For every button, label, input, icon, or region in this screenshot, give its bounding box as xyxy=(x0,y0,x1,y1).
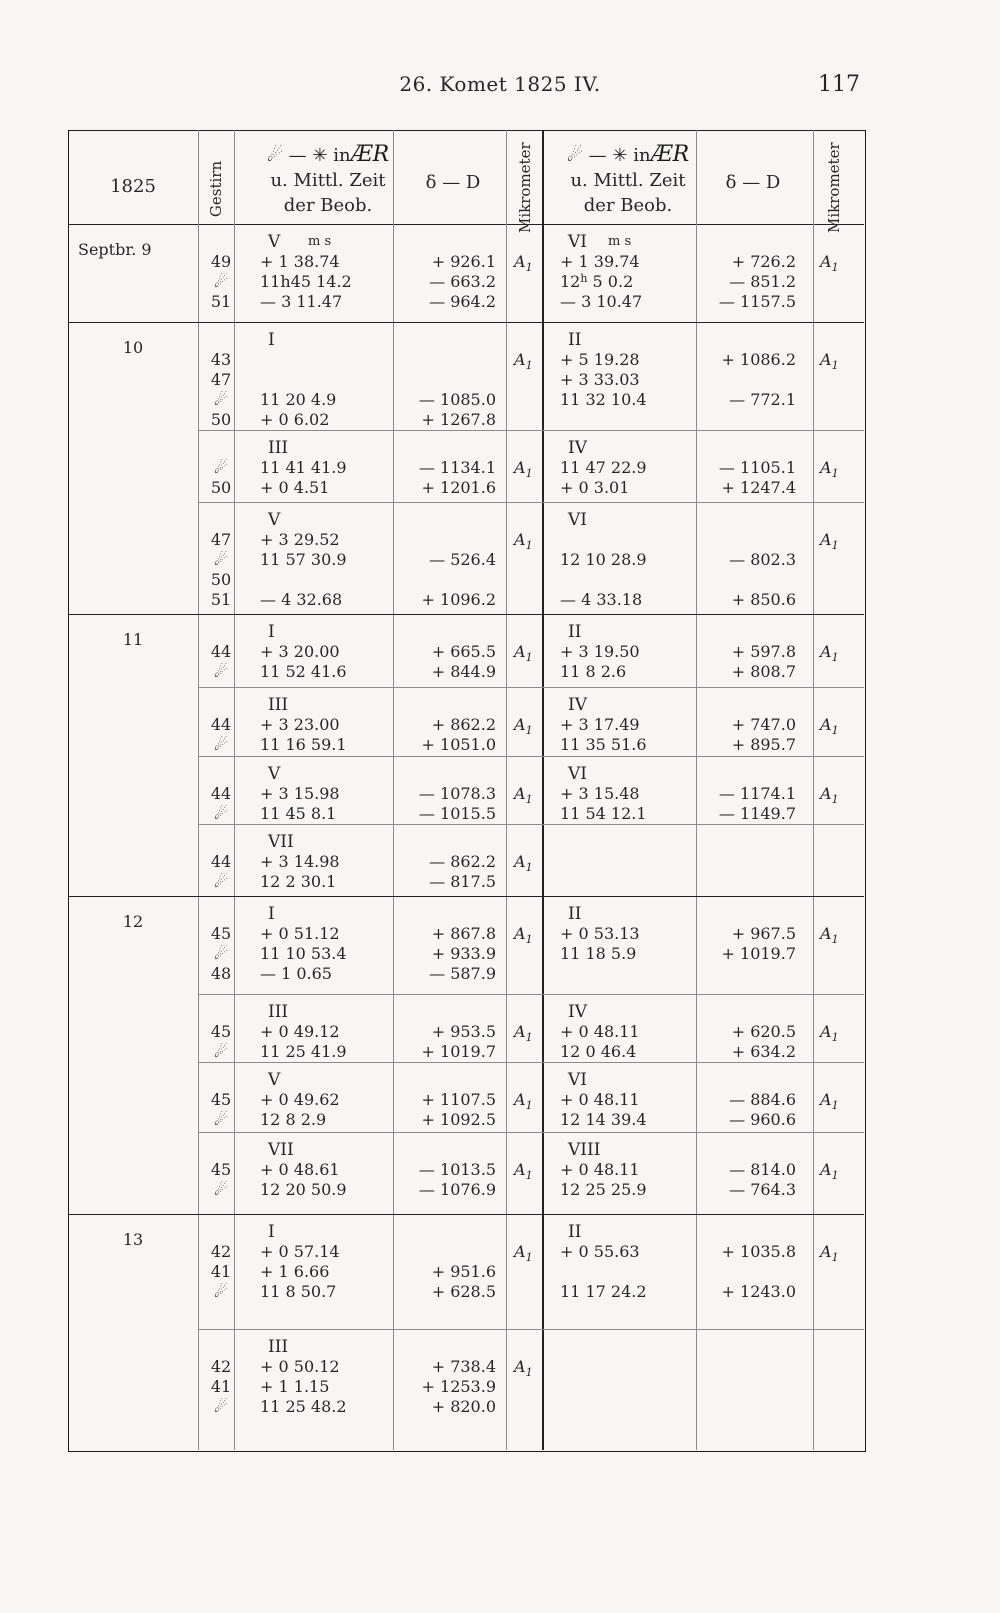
gestirn-value: ☄ xyxy=(213,550,229,569)
mikrometer-value: $A_1$ xyxy=(820,784,839,806)
delta-value: + 1035.8 xyxy=(721,1242,796,1261)
delta-value: — 884.6 xyxy=(729,1090,796,1109)
ra-time-value: + 0 49.62 xyxy=(260,1090,340,1109)
gestirn-value: 45 xyxy=(210,924,232,943)
delta-value: + 1267.8 xyxy=(421,410,496,429)
observation-number: VI xyxy=(568,764,587,784)
ra-time-value: + 1 1.15 xyxy=(260,1377,330,1396)
mikrometer-value: $A_1$ xyxy=(514,1160,533,1182)
col-divider xyxy=(696,130,697,1450)
mikrometer-value: $A_1$ xyxy=(820,1160,839,1182)
ra-time-value: 11 52 41.6 xyxy=(260,662,347,681)
ra-time-value: + 0 49.12 xyxy=(260,1022,340,1041)
mikrometer-value: $A_1$ xyxy=(514,530,533,552)
gestirn-value: 43 xyxy=(210,350,232,369)
ra-time-value: + 3 17.49 xyxy=(560,715,640,734)
mikrometer-value: $A_1$ xyxy=(820,642,839,664)
block-divider xyxy=(198,1329,864,1330)
mikrometer-value: $A_1$ xyxy=(514,458,533,480)
date-divider xyxy=(68,896,864,897)
gestirn-value: ☄ xyxy=(213,458,229,477)
gestirn-value: ☄ xyxy=(213,272,229,291)
ra-time-value: 11 8 2.6 xyxy=(560,662,627,681)
ra-time-value: + 3 19.50 xyxy=(560,642,640,661)
observation-number: I xyxy=(268,330,275,350)
observation-number: VI xyxy=(568,510,587,530)
delta-value: — 663.2 xyxy=(429,272,496,291)
delta-value: + 747.0 xyxy=(731,715,796,734)
ra-time-value: 11h45 14.2 xyxy=(260,272,352,291)
delta-value: — 1174.1 xyxy=(718,784,796,803)
delta-value: + 1019.7 xyxy=(421,1042,496,1061)
delta-value: + 967.5 xyxy=(731,924,796,943)
ra-line1-right: ☄ — ✳ in xyxy=(566,145,651,166)
delta-value: — 772.1 xyxy=(729,390,796,409)
delta-value: — 1078.3 xyxy=(418,784,496,803)
delta-value: + 628.5 xyxy=(431,1282,496,1301)
ra-time-value: + 0 3.01 xyxy=(560,478,630,497)
observation-number: V xyxy=(268,510,281,530)
ra-time-value: 12 0 46.4 xyxy=(560,1042,637,1061)
delta-value: + 867.8 xyxy=(431,924,496,943)
ra-time-value: — 1 0.65 xyxy=(260,964,332,983)
col-header-ra-left xyxy=(258,142,398,218)
ra-time-value: 11 17 24.2 xyxy=(560,1282,647,1301)
delta-value: + 597.8 xyxy=(731,642,796,661)
delta-value: — 851.2 xyxy=(729,272,796,291)
ra-time-value: 11 35 51.6 xyxy=(560,735,647,754)
ra-time-value: 11 25 48.2 xyxy=(260,1397,347,1416)
ra-symbol-right: ÆR xyxy=(650,142,690,167)
date-label: 11 xyxy=(122,630,144,649)
mikrometer-value: $A_1$ xyxy=(514,1242,533,1264)
gestirn-value: 51 xyxy=(210,292,232,311)
delta-value: — 1013.5 xyxy=(418,1160,496,1179)
block-divider xyxy=(198,1132,864,1133)
block-divider xyxy=(198,994,864,995)
gestirn-value: ☄ xyxy=(213,1282,229,1301)
delta-value: + 933.9 xyxy=(431,944,496,963)
observation-number: V xyxy=(268,764,281,784)
delta-value: — 526.4 xyxy=(429,550,496,569)
page-number: 117 xyxy=(818,72,860,97)
observation-number: I xyxy=(268,1222,275,1242)
ra-time-value: 12 25 25.9 xyxy=(560,1180,647,1199)
delta-value: — 587.9 xyxy=(429,964,496,983)
gestirn-value: 49 xyxy=(210,252,232,271)
delta-value: — 817.5 xyxy=(429,872,496,891)
col-header-ra-right xyxy=(558,142,698,218)
gestirn-value: ☄ xyxy=(213,662,229,681)
delta-value: — 960.6 xyxy=(729,1110,796,1129)
delta-value: — 764.3 xyxy=(729,1180,796,1199)
observation-number: III xyxy=(268,1002,289,1022)
col-divider xyxy=(813,130,814,1450)
ra-time-value: + 0 48.11 xyxy=(560,1090,640,1109)
ra-time-value: 12 20 50.9 xyxy=(260,1180,347,1199)
mikrometer-value: $A_1$ xyxy=(820,1242,839,1264)
delta-value: — 802.3 xyxy=(729,550,796,569)
gestirn-value: ☄ xyxy=(213,804,229,823)
delta-value: + 1243.0 xyxy=(721,1282,796,1301)
ra-time-value: + 1 38.74 xyxy=(260,252,340,271)
delta-value: — 1076.9 xyxy=(418,1180,496,1199)
delta-value: + 1092.5 xyxy=(421,1110,496,1129)
mikrometer-value: $A_1$ xyxy=(514,1357,533,1379)
delta-value: + 850.6 xyxy=(731,590,796,609)
delta-value: + 1051.0 xyxy=(421,735,496,754)
col-header-gestirn: Gestirn xyxy=(207,160,225,218)
observation-number: VI xyxy=(568,1070,587,1090)
observation-number: V xyxy=(268,232,281,252)
observation-number: I xyxy=(268,622,275,642)
ra-time-value: 11 25 41.9 xyxy=(260,1042,347,1061)
observation-number: VIII xyxy=(568,1140,601,1160)
ra-line2: u. Mittl. Zeit xyxy=(270,170,386,191)
ra-time-value: 12$^h$ 5 0.2 xyxy=(560,272,634,291)
gestirn-value: ☄ xyxy=(213,1180,229,1199)
ra-time-value: 11 20 4.9 xyxy=(260,390,337,409)
delta-value: + 1253.9 xyxy=(421,1377,496,1396)
gestirn-value: 44 xyxy=(210,784,232,803)
ra-time-value: 11 8 50.7 xyxy=(260,1282,337,1301)
delta-value: + 926.1 xyxy=(431,252,496,271)
ra-time-value: — 3 11.47 xyxy=(260,292,343,311)
gestirn-value: ☄ xyxy=(213,390,229,409)
ra-time-value: + 0 48.11 xyxy=(560,1022,640,1041)
ra-time-value: + 0 48.61 xyxy=(260,1160,340,1179)
ra-time-value: 11 10 53.4 xyxy=(260,944,347,963)
block-divider xyxy=(198,687,864,688)
gestirn-value: 44 xyxy=(210,715,232,734)
ra-time-value: + 3 14.98 xyxy=(260,852,340,871)
ra-time-value: — 4 32.68 xyxy=(260,590,343,609)
header-divider xyxy=(68,224,864,225)
mikrometer-value: $A_1$ xyxy=(820,1090,839,1112)
gestirn-value: 44 xyxy=(210,642,232,661)
ra-time-value: 12 2 30.1 xyxy=(260,872,337,891)
observation-number: II xyxy=(568,1222,582,1242)
delta-value: + 808.7 xyxy=(731,662,796,681)
ra-time-value: + 3 33.03 xyxy=(560,370,640,389)
col-divider xyxy=(198,130,199,1450)
ra-time-value: 11 57 30.9 xyxy=(260,550,347,569)
mikrometer-value: $A_1$ xyxy=(820,458,839,480)
ra-time-value: 12 14 39.4 xyxy=(560,1110,647,1129)
delta-value: + 634.2 xyxy=(731,1042,796,1061)
col-divider xyxy=(506,130,507,1450)
delta-value: + 665.5 xyxy=(431,642,496,661)
delta-value: + 951.6 xyxy=(431,1262,496,1281)
ra-time-value: + 0 51.12 xyxy=(260,924,340,943)
gestirn-value: ☄ xyxy=(213,944,229,963)
ra-time-value: + 0 57.14 xyxy=(260,1242,340,1261)
page-header-title: 26. Komet 1825 IV. xyxy=(399,72,601,96)
gestirn-value: 51 xyxy=(210,590,232,609)
col-header-year: 1825 xyxy=(110,176,156,197)
mikrometer-value: $A_1$ xyxy=(514,784,533,806)
ra-time-value: 11 41 41.9 xyxy=(260,458,347,477)
ra-time-value: 11 32 10.4 xyxy=(560,390,647,409)
ra-time-value: + 3 20.00 xyxy=(260,642,340,661)
observation-number: II xyxy=(568,904,582,924)
date-divider xyxy=(68,1214,864,1215)
delta-value: + 726.2 xyxy=(731,252,796,271)
observation-number: II xyxy=(568,330,582,350)
col-divider xyxy=(234,130,235,1450)
gestirn-value: 45 xyxy=(210,1022,232,1041)
mikrometer-value: $A_1$ xyxy=(514,852,533,874)
observation-table xyxy=(68,130,868,1450)
gestirn-value: 48 xyxy=(210,964,232,983)
delta-value: — 1085.0 xyxy=(418,390,496,409)
ra-time-value: + 5 19.28 xyxy=(560,350,640,369)
unit-label: m s xyxy=(308,234,332,249)
gestirn-value: 50 xyxy=(210,410,232,429)
observation-number: III xyxy=(268,1337,289,1357)
ra-line1: ☄ — ✳ in xyxy=(266,145,351,166)
delta-value: — 862.2 xyxy=(429,852,496,871)
mikrometer-value: $A_1$ xyxy=(820,350,839,372)
mikrometer-value: $A_1$ xyxy=(514,350,533,372)
observation-number: III xyxy=(268,695,289,715)
date-divider xyxy=(68,614,864,615)
ra-line2-right: u. Mittl. Zeit xyxy=(570,170,686,191)
delta-value: — 1015.5 xyxy=(418,804,496,823)
col-divider xyxy=(393,130,394,1450)
mikrometer-value: $A_1$ xyxy=(514,715,533,737)
ra-time-value: + 0 4.51 xyxy=(260,478,330,497)
gestirn-value: 41 xyxy=(210,1377,232,1396)
date-divider xyxy=(68,322,864,323)
date-label: 12 xyxy=(122,912,144,931)
ra-line3: der Beob. xyxy=(283,195,373,216)
ra-time-value: 11 54 12.1 xyxy=(560,804,647,823)
gestirn-value: 44 xyxy=(210,852,232,871)
mikrometer-value: $A_1$ xyxy=(514,1090,533,1112)
delta-value: + 738.4 xyxy=(431,1357,496,1376)
col-header-delta-left: δ — D xyxy=(425,172,481,193)
ra-symbol: ÆR xyxy=(350,142,390,167)
ra-time-value: + 0 50.12 xyxy=(260,1357,340,1376)
unit-label: m s xyxy=(608,234,632,249)
mikrometer-value: $A_1$ xyxy=(820,252,839,274)
delta-value: — 814.0 xyxy=(729,1160,796,1179)
block-divider xyxy=(198,1062,864,1063)
ra-time-value: + 3 29.52 xyxy=(260,530,340,549)
ra-time-value: + 1 39.74 xyxy=(560,252,640,271)
ra-time-value: + 1 6.66 xyxy=(260,1262,330,1281)
observation-number: VI xyxy=(568,232,587,252)
gestirn-value: 47 xyxy=(210,530,232,549)
mikrometer-value: $A_1$ xyxy=(514,642,533,664)
delta-value: + 895.7 xyxy=(731,735,796,754)
ra-time-value: + 3 15.98 xyxy=(260,784,340,803)
ra-time-value: — 3 10.47 xyxy=(560,292,643,311)
mikrometer-value: $A_1$ xyxy=(514,252,533,274)
gestirn-value: ☄ xyxy=(213,1110,229,1129)
delta-value: + 862.2 xyxy=(431,715,496,734)
delta-value: — 1157.5 xyxy=(718,292,796,311)
block-divider xyxy=(198,824,864,825)
delta-value: + 844.9 xyxy=(431,662,496,681)
block-divider xyxy=(198,430,864,431)
observation-number: III xyxy=(268,438,289,458)
delta-value: + 1019.7 xyxy=(721,944,796,963)
col-header-mikrometer-left: Mikrometer xyxy=(516,142,534,233)
mikrometer-value: $A_1$ xyxy=(820,530,839,552)
ra-time-value: + 3 15.48 xyxy=(560,784,640,803)
gestirn-value: 45 xyxy=(210,1160,232,1179)
observation-number: VII xyxy=(268,1140,294,1160)
mikrometer-value: $A_1$ xyxy=(820,715,839,737)
mikrometer-value: $A_1$ xyxy=(820,1022,839,1044)
gestirn-value: ☄ xyxy=(213,1042,229,1061)
gestirn-value: ☄ xyxy=(213,872,229,891)
delta-value: — 1134.1 xyxy=(418,458,496,477)
col-header-mikrometer-right: Mikrometer xyxy=(825,142,843,233)
block-divider xyxy=(198,502,864,503)
delta-value: + 1247.4 xyxy=(721,478,796,497)
observation-number: IV xyxy=(568,695,587,715)
delta-value: + 1107.5 xyxy=(421,1090,496,1109)
delta-value: — 1105.1 xyxy=(718,458,796,477)
ra-time-value: + 0 6.02 xyxy=(260,410,330,429)
observation-number: V xyxy=(268,1070,281,1090)
ra-time-value: + 0 48.11 xyxy=(560,1160,640,1179)
observation-number: IV xyxy=(568,1002,587,1022)
block-divider xyxy=(198,756,864,757)
delta-value: — 964.2 xyxy=(429,292,496,311)
ra-time-value: 12 10 28.9 xyxy=(560,550,647,569)
date-label: 13 xyxy=(122,1230,144,1249)
date-label: Septbr. 9 xyxy=(78,240,152,259)
gestirn-value: 50 xyxy=(210,570,232,589)
observation-number: II xyxy=(568,622,582,642)
ra-time-value: + 0 55.63 xyxy=(560,1242,640,1261)
ra-time-value: + 3 23.00 xyxy=(260,715,340,734)
gestirn-value: ☄ xyxy=(213,1397,229,1416)
ra-time-value: 11 47 22.9 xyxy=(560,458,647,477)
delta-value: + 1096.2 xyxy=(421,590,496,609)
ra-time-value: 11 45 8.1 xyxy=(260,804,337,823)
gestirn-value: ☄ xyxy=(213,735,229,754)
gestirn-value: 45 xyxy=(210,1090,232,1109)
delta-value: + 1201.6 xyxy=(421,478,496,497)
observation-number: VII xyxy=(268,832,294,852)
mikrometer-value: $A_1$ xyxy=(514,1022,533,1044)
delta-value: + 820.0 xyxy=(431,1397,496,1416)
ra-time-value: 12 8 2.9 xyxy=(260,1110,327,1129)
gestirn-value: 42 xyxy=(210,1242,232,1261)
delta-value: + 1086.2 xyxy=(721,350,796,369)
gestirn-value: 41 xyxy=(210,1262,232,1281)
col-header-delta-right: δ — D xyxy=(725,172,781,193)
delta-value: — 1149.7 xyxy=(718,804,796,823)
delta-value: + 620.5 xyxy=(731,1022,796,1041)
observation-number: I xyxy=(268,904,275,924)
ra-line3-right: der Beob. xyxy=(583,195,673,216)
ra-time-value: + 0 53.13 xyxy=(560,924,640,943)
delta-value: + 953.5 xyxy=(431,1022,496,1041)
ra-time-value: 11 16 59.1 xyxy=(260,735,347,754)
ra-time-value: — 4 33.18 xyxy=(560,590,643,609)
date-label: 10 xyxy=(122,338,144,357)
observation-number: IV xyxy=(568,438,587,458)
gestirn-value: 42 xyxy=(210,1357,232,1376)
gestirn-value: 50 xyxy=(210,478,232,497)
ra-time-value: 11 18 5.9 xyxy=(560,944,637,963)
mikrometer-value: $A_1$ xyxy=(820,924,839,946)
mikrometer-value: $A_1$ xyxy=(514,924,533,946)
gestirn-value: 47 xyxy=(210,370,232,389)
col-divider-heavy xyxy=(542,130,544,1450)
